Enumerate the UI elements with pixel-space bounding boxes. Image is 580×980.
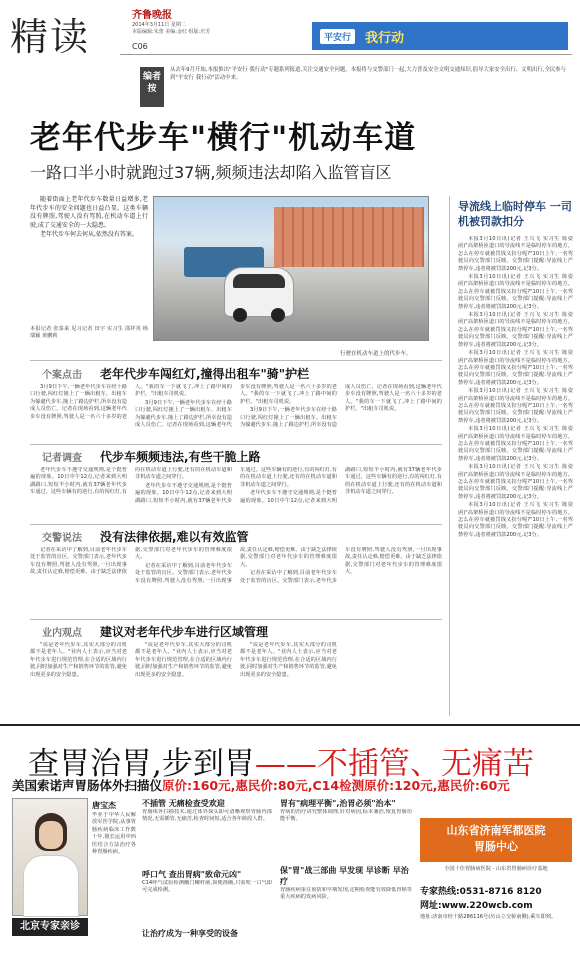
section-title: 没有法律依据,难以有效监管 [100,530,249,544]
website-line [420,898,533,911]
section-label: 个案点击 [42,370,82,381]
sidebar-body [458,236,573,716]
ad-box-text: 胃病的治疗讲究整体调理,针对病因,标本兼治,恢复胃肠功能平衡。 [280,809,412,823]
hospital-address: 地址:济南市经十路286116号(历山立交桥南侧),乘车即到。 [420,914,557,920]
issue-editors: 本版编辑:朱蕾 美编:金红 组版:庆芳 [132,29,211,35]
ad-price-line [12,776,510,794]
lead-paragraph: 老年代步车何去何从,依然没有答案。 [40,231,138,239]
ad-box-title: 不插管 无痛检查受欢迎 [142,799,225,808]
section-divider [30,360,442,361]
website-url: www.220wcb.com [441,901,533,911]
section-divider [30,524,442,525]
ad-box-text: 胃肠疾病重在预防和早期发现,定期检查能有效降低胃癌等重大疾病的发病风险。 [280,887,412,901]
lead-paragraphs [30,196,148,241]
reporters-byline: 本报记者 张泰来 见习记者 田宇 实习生 邵祥英 杨瑞颖 黄鹏莉 [30,326,148,340]
ad-box-title: 胃有"病理平衡",治胃必须"治本" [280,799,396,808]
car-window [233,274,285,288]
phone-number: 0531-8716 8120 [459,887,542,897]
section-paragraph: 记者在采访中了解到,目前老年代步车处于监管的盲区。交警部门表示,老年代步车没有牌照,驾驶人没有驾照,一旦出现事故,责任认定难,赔偿更难。由于缺乏法律依据,交警部门对老年代步车的管理难度很大。 [240,547,442,584]
ad-box-title: 呼口气 查出胃病"致命元凶" [142,870,242,879]
car-wheel [271,308,285,322]
portrait-coat [23,855,79,917]
sidebar-paragraph: 本报3月10日讯(记者 王兴飞 实习生 陈姿函)"高架桥匝道口的导流线不是临时停车的地方。怎么在停车就被罚钱又扣分呢?"10日上午,一名驾驶员向交警部门反映。交警部门提醒:导流线上严禁停车,违者将被罚款200元,记3分。 [458,350,573,386]
section-paragraph: 老年代步车不遵守交通规则,是个挺普遍的现象。10日中午12点,记者来到大明湖路口,短短半小时内,就有37辆老年代步车通过。这些车辆有的逆行,有的闯红灯,有的在机动车道上行驶,还有的在机动车道和非机动车道之间穿行。 [30,467,232,496]
section-paragraph: "说是老年代步车,其实大部分的司机都不是老年人。"业内人士表示,应当对老年代步车进行规范管理,在合适的区域内行驶,同时加强对生产和销售环节的监管,避免出现更多的安全隐患。 [240,642,337,678]
street-photo [153,196,429,341]
section-paragraph: 记者在采访中了解到,目前老年代步车处于监管的盲区。交警部门表示,老年代步车没有牌照,驾驶人没有驾照,一旦出现事故,责任认定难,赔偿更难。由于缺乏法律依据,交警部门对老年代步车的管理难度很大。 [135,547,337,584]
banner-slogan: 我行动 [365,30,405,46]
section-paragraph: "说是老年代步车,其实大部分的司机都不是老年人。"业内人士表示,应当对老年代步车进行规范管理,在合适的区域内行驶,同时加强对生产和销售环节的监管,避免出现更多的安全隐患。 [30,642,127,678]
ad-box-text: C14呼气试验检测幽门螺杆菌,简便准确,只需吹一口气即可完成检测。 [142,880,272,894]
editor-note-tag: 编者按 [140,67,164,107]
section-title: 建议对老年代步车进行区域管理 [100,625,269,639]
expert-name: 唐宝杰 [92,801,116,810]
section-paragraph: 3月9日下午,一辆老年代步车在经十路口行驶,闯红灯撞上了一辆出租车。出租车为躲避代步车,撞上了路边护栏,所幸没有造成人员伤亡。记者在现场看到,这辆老年代步车没有牌照,驾驶人是一名六十多岁的老人。"我的车一下就飞了,冲上了路中间的护栏。"出租车司机说。 [240,384,442,429]
sidebar-paragraph: 本报3月10日讯(记者 王兴飞 实习生 陈姿函)"高架桥匝道口的导流线不是临时停车的地方。怎么在停车就被罚钱又扣分呢?"10日上午,一名驾驶员向交警部门反映。交警部门提醒:导流线上严禁停车,违者将被罚款200元,记3分。 [458,236,573,272]
hospital-dept: 胃肠中心 [474,840,518,853]
sidebar-paragraph: 本报3月10日讯(记者 王兴飞 实习生 陈姿函)"高架桥匝道口的导流线不是临时停车的地方。怎么在停车就被罚钱又扣分呢?"10日上午,一名驾驶员向交警部门反映。交警部门提醒:导流线上严禁停车,违者将被罚款200元,记3分。 [458,312,573,348]
ad-box-text: 胃肠体外扫描技术,通过体外探头即可清晰观察胃肠内部情况,无需插管,无痛苦,检查时间短,适合各年龄段人群。 [142,809,272,823]
sidebar-paragraph: 本报3月10日讯(记者 王兴飞 实习生 陈姿函)"高架桥匝道口的导流线不是临时停车的地方。怎么在停车就被罚钱又扣分呢?"10日上午,一名驾驶员向交警部门反映。交警部门提醒:导流线上严禁停车,违者将被罚款200元,记3分。 [458,274,573,310]
section-body [30,467,442,521]
website-label: 网址: [420,901,442,911]
section-body [30,547,442,617]
photo-caption: 行驶在机动车道上的代步车。 [340,351,412,357]
portrait-face [39,821,63,849]
section-paragraph: "说是老年代步车,其实大部分的司机都不是老年人。"业内人士表示,应当对老年代步车进行规范管理,在合适的区域内行驶,同时加强对生产和销售环节的监管,避免出现更多的安全隐患。 [135,642,232,678]
issue-date: 2014年3月11日 星期二 [132,22,186,28]
hospital-box [420,818,572,862]
section-title: 代步车频频违法,有些干脆上路 [100,450,261,464]
section-label: 记者调查 [42,453,82,464]
section-paragraph: 记者在采访中了解到,目前老年代步车处于监管的盲区。交警部门表示,老年代步车没有牌照,驾驶人没有驾照,一旦出现事故,责任认定难,赔偿更难。由于缺乏法律依据,交警部门对老年代步车的管理难度很大。 [30,547,232,576]
car-wheel [233,308,247,322]
ad-device-name: 美国索诺声胃肠体外扫描仪 [12,778,163,793]
column-divider [449,196,450,716]
expert-label: 北京专家亲诊 [12,918,88,936]
section-body [30,642,442,718]
section-title: 精读 [10,15,91,59]
ad-box-title: 让治疗成为一种享受的设备 [142,929,238,938]
issue-meta [132,22,210,36]
section-paragraph: 老年代步车不遵守交通规则,是个挺普遍的现象。10日中午12点,记者来到大明湖路口,短短半小时内,就有37辆老年代步车通过。这些车辆有的逆行,有的闯红灯,有的在机动车道上行驶,还有的在机动车道和非机动车道之间穿行。 [240,467,442,504]
mobility-scooter-shape [224,267,294,317]
ad-headline-main: 查胃治胃,步到胃 [28,746,255,782]
sidebar-headline: 导流线上临时停车 一司机被罚款扣分 [458,200,572,228]
banner-tag: 平安行 [320,29,355,44]
building-shape [274,207,424,267]
sidebar-paragraph: 本报3月10日讯(记者 王兴飞 实习生 陈姿函)"高架桥匝道口的导流线不是临时停车的地方。怎么在停车就被罚钱又扣分呢?"10日上午,一名驾驶员向交警部门反映。交警部门提醒:导流线上严禁停车,违者将被罚款200元,记3分。 [458,426,573,462]
lead-paragraph: 随着街面上老年代步车数量日益增多,老年代步车的安全问题也日益凸显。这类车辆没有牌照,驾驶人没有驾照,在机动车道上行驶,成了交通安全的一大隐患。 [30,196,148,229]
section-divider [30,444,442,445]
sidebar-paragraph: 本报3月10日讯(记者 王兴飞 实习生 陈姿函)"高架桥匝道口的导流线不是临时停车的地方。怎么在停车就被罚钱又扣分呢?"10日上午,一名驾驶员向交警部门反映。交警部门提醒:导流线上严禁停车,违者将被罚款200元,记3分。 [458,502,573,538]
expert-portrait [12,798,88,916]
hospital-name: 山东省济南军都医院 [446,824,546,837]
campaign-banner [312,22,568,50]
masthead-divider [120,54,572,55]
headline: 老年代步车"横行"机动车道 [30,120,417,156]
ad-headline-accent: ——不插管、无痛苦 [254,746,534,782]
section-divider [30,619,442,620]
phone-line [420,884,542,897]
editor-note-text: 从去年9月开始,本报推出"平安行 我行动"专题系列报道,关注交通安全问题。本报将与交警部门一起,大力普及安全文明交通知识,倡导大家安全出行、文明出行,全民参与到"平安行 我行动"活动中来。 [170,67,567,81]
sidebar-paragraph: 本报3月10日讯(记者 王兴飞 实习生 陈姿函)"高架桥匝道口的导流线不是临时停车的地方。怎么在停车就被罚钱又扣分呢?"10日上午,一名驾驶员向交警部门反映。交警部门提醒:导流线上严禁停车,违者将被罚款200元,记3分。 [458,464,573,500]
ad-column-1 [142,798,272,939]
hospital-tags: 全国十佳胃肠病医院 · 山东省胃肠病诊疗基地 [444,866,548,872]
section-label: 业内观点 [42,628,82,639]
subheadline: 一路口半小时就跑过37辆,频频违法却陷入监管盲区 [30,163,392,182]
section-title: 老年代步车闯红灯,撞得出租车"骑"护栏 [100,367,310,381]
phone-label: 专家热线: [420,887,460,897]
page-number: C06 [132,42,148,51]
section-body [30,384,442,442]
expert-bio: 毕业于中华人民解放军医学院,从事胃肠疾病临床工作数十年,擅长运用中西医结合方法治疗各种胃肠疾病。 [92,812,136,856]
ad-prices: 原价:160元,惠民价:80元,C14检测原价:120元,惠民价:60元 [162,778,510,793]
ad-column-2 [280,798,412,947]
sidebar-paragraph: 本报3月10日讯(记者 王兴飞 实习生 陈姿函)"高架桥匝道口的导流线不是临时停车的地方。怎么在停车就被罚钱又扣分呢?"10日上午,一名驾驶员向交警部门反映。交警部门提醒:导流线上严禁停车,违者将被罚款200元,记3分。 [458,388,573,424]
section-paragraph: 老年代步车不遵守交通规则,是个挺普遍的现象。10日中午12点,记者来到大明湖路口,短短半小时内,就有37辆老年代步车通过。这些车辆有的逆行,有的闯红灯,有的在机动车道上行驶,还有的在机动车道和非机动车道之间穿行。 [135,467,337,504]
ad-box-title: 保"胃"战三部曲 早发现 早诊断 早治疗 [280,866,409,886]
section-paragraph: 3月9日下午,一辆老年代步车在经十路口行驶,闯红灯撞上了一辆出租车。出租车为躲避代步车,撞上了路边护栏,所幸没有造成人员伤亡。记者在现场看到,这辆老年代步车没有牌照,驾驶人是一名六十多岁的老人。"我的车一下就飞了,冲上了路中间的护栏。"出租车司机说。 [135,384,337,429]
section-paragraph: 3月9日下午,一辆老年代步车在经十路口行驶,闯红灯撞上了一辆出租车。出租车为躲避代步车,撞上了路边护栏,所幸没有造成人员伤亡。记者在现场看到,这辆老年代步车没有牌照,驾驶人是一名六十多岁的老人。"我的车一下就飞了,冲上了路中间的护栏。"出租车司机说。 [30,384,232,420]
newspaper-logo: 齐鲁晚报 [132,10,172,21]
section-label: 交警说法 [42,533,82,544]
